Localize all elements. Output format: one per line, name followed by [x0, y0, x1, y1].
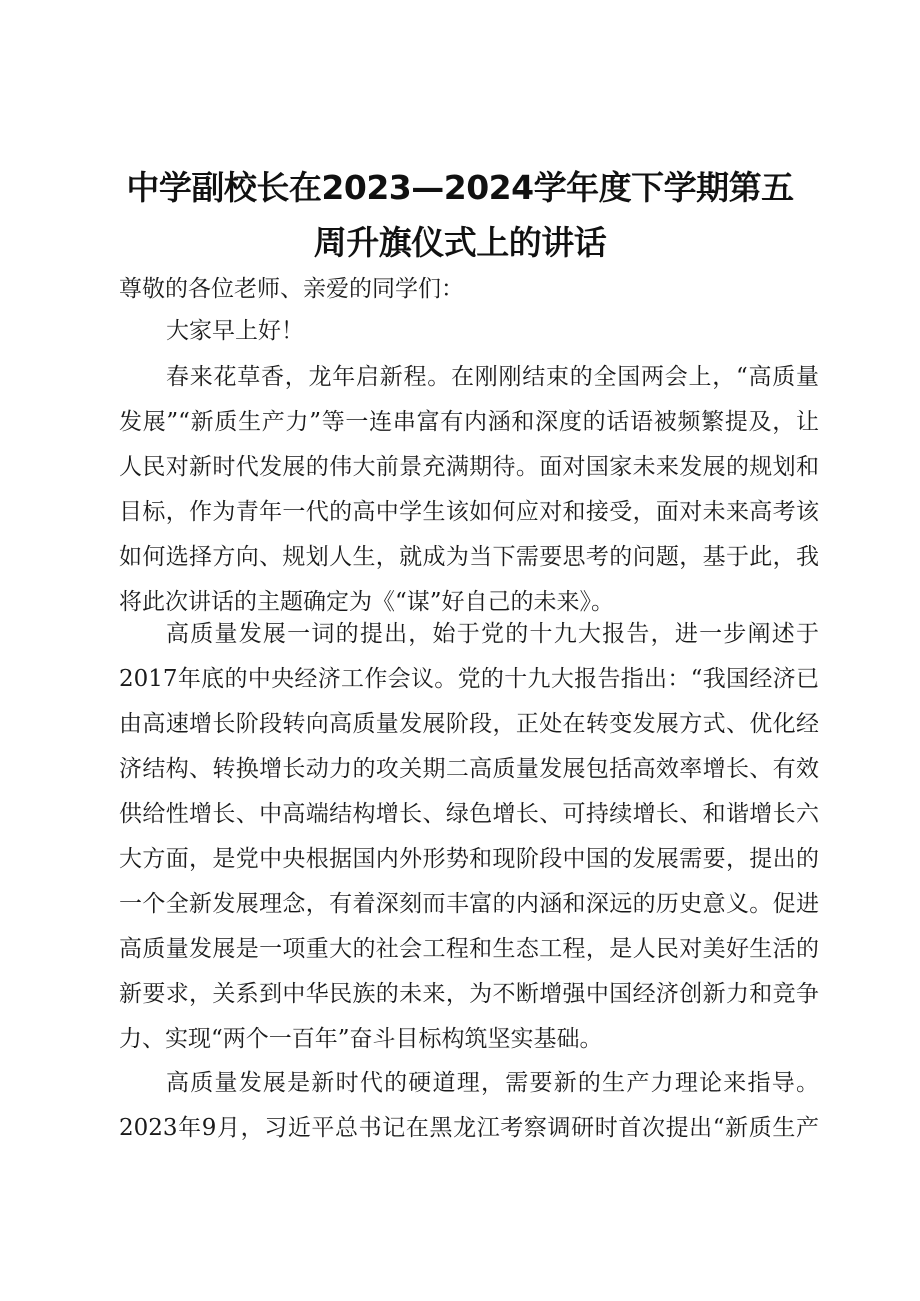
salutation: 尊敬的各位老师、亲爱的同学们： [119, 276, 464, 302]
paragraph-3: 高质量发展是新时代的硬道理，需要新的生产力理论来指导。2023年9月，习近平总书记在黑龙江考察调研时首次提出“新质生产 [119, 1070, 819, 1141]
document-title-line-2: 周升旗仪式上的讲话 [313, 223, 607, 262]
paragraph-2: 高质量发展一词的提出，始于党的十九大报告，进一步阐述于2017年底的中央经济工作会议。党的十九大报告指出：“我国经济已由高速增长阶段转向高质量发展阶段，正处在转变发展方式、优化经济结构、转换增长动力的攻关期二高质量发展包括高效率增长、有效供给性增长、中高端结构增长、绿色增长、可持续增长、和谐增长六大方面，是党中央根据国内外形势和现阶段中国的发展需要，提出的一个全新发展理念，有着深刻而丰富的内涵和深远的历史意义。促进高质量发展是一项重大的社会工程和生态工程，是人民对美好生活的新要求，关系到中华民族的未来，为不断增强中国经济创新力和竞争力、实现“两个一百年”奋斗目标构筑坚实基础。 [119, 621, 819, 1052]
paragraph-1: 春来花草香，龙年启新程。在刚刚结束的全国两会上，“高质量发展”“新质生产力”等一连串富有内涵和深度的话语被频繁提及，让人民对新时代发展的伟大前景充满期待。面对国家未来发展的规划和目标，作为青年一代的高中学生该如何应对和接受，面对未来高考该如何选择方向、规划人生，就成为当下需要思考的问题，基于此，我将此次讲话的主题确定为《“谋”好自己的未来》。 [119, 364, 819, 615]
document-title-line-1: 中学副校长在2023—2024学年度下学期第五 [126, 168, 794, 207]
greeting: 大家早上好！ [166, 318, 304, 344]
